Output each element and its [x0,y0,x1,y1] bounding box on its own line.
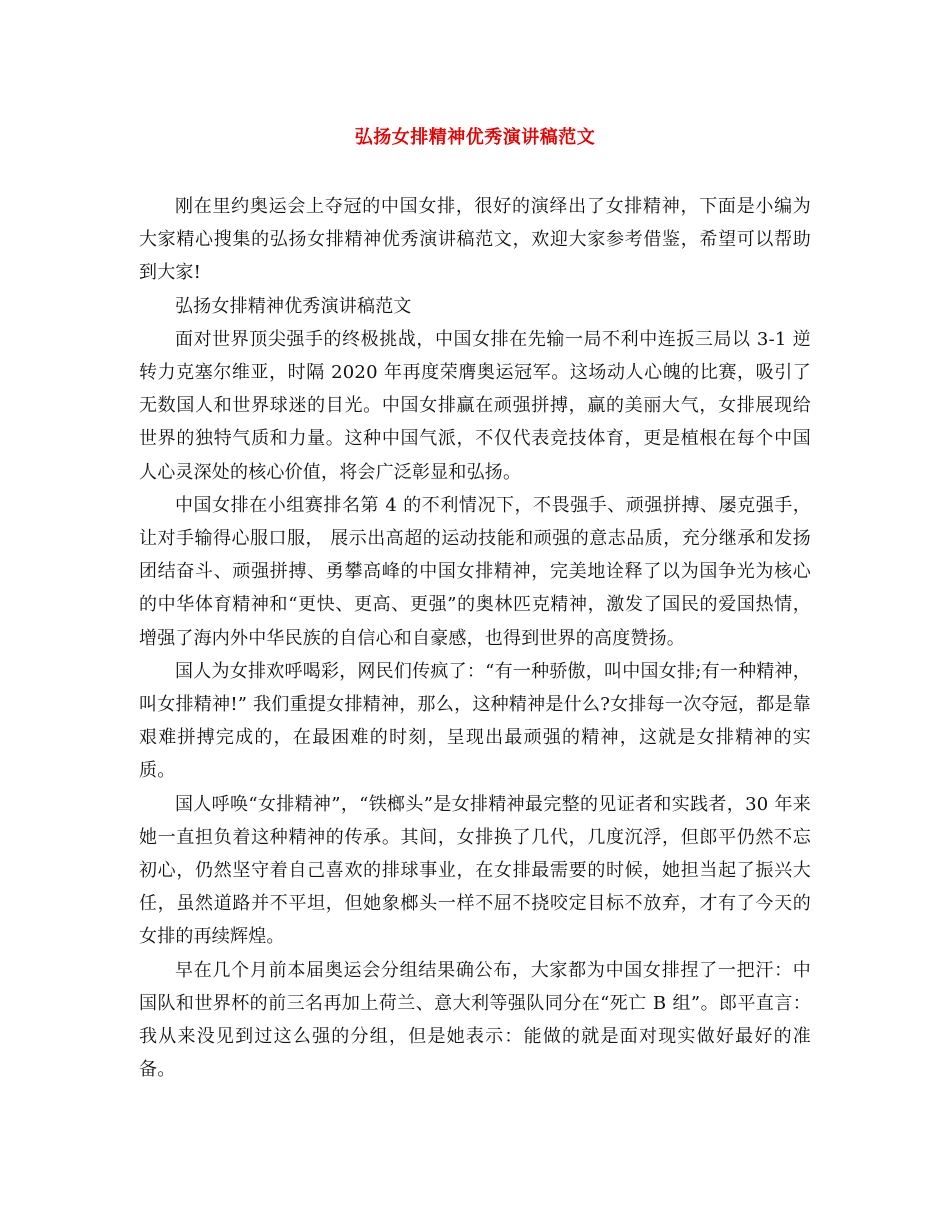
paragraph-intro: 刚在里约奥运会上夺冠的中国女排，很好的演绎出了女排精神，下面是小编为大家精心搜集的弘扬女排精神优秀演讲稿范文，欢迎大家参考借鉴，希望可以帮助到大家! [139,196,811,284]
paragraph: 中国女排在小组赛排名第 4 的不利情况下，不畏强手、顽强拼搏、屡克强手，让对手输得心服口服， 展示出高超的运动技能和顽强的意志品质，充分继承和发扬团结奋斗、顽强拼搏、勇攀高峰的中国女排精神，完美地诠释了以为国争光为核心的中华体育精神和“更快、更高、更强”的奥林匹克精神，激发了国民的爱国热情，增强了海内外中华民族的自信心和自豪感，也得到世界的高度赞扬。 [139,494,811,649]
paragraph: 国人呼唤“女排精神”，“铁榔头”是女排精神最完整的见证者和实践者，30 年来她一直担负着这种精神的传承。其间，女排换了几代，几度沉浮，但郎平仍然不忘初心，仍然坚守着自己喜欢的排球事业，在女排最需要的时候，她担当起了振兴大任，虽然道路并不平坦，但她象榔头一样不屈不挠咬定目标不放弃，才有了今天的女排的再续辉煌。 [139,793,811,948]
paragraph: 早在几个月前本届奥运会分组结果确公布，大家都为中国女排捏了一把汗：中国队和世界杯的前三名再加上荷兰、意大利等强队同分在“死亡 B 组”。郎平直言：我从来没见到过这么强的分组，但是她表示：能做的就是面对现实做好最好的准备。 [139,959,811,1081]
document-body [139,190,811,1086]
paragraph: 面对世界顶尖强手的终极挑战，中国女排在先输一局不利中连扳三局以 3-1 逆转力克塞尔维亚，时隔 2020 年再度荣膺奥运冠军。这场动人心魄的比赛，吸引了无数国人和世界球迷的目光。中国女排赢在顽强拼搏，赢的美丽大气，女排展现给世界的独特气质和力量。这种中国气派，不仅代表竞技体育，更是植根在每个中国人心灵深处的核心价值，将会广泛彰显和弘扬。 [139,328,811,483]
document-title: 弘扬女排精神优秀演讲稿范文 [354,127,596,148]
paragraph: 国人为女排欢呼喝彩，网民们传疯了：“有一种骄傲，叫中国女排;有一种精神，叫女排精神!” 我们重提女排精神，那么，这种精神是什么?女排每一次夺冠，都是靠艰难拼搏完成的，在最困难的时刻，呈现出最顽强的精神，这就是女排精神的实质。 [139,660,811,782]
paragraph-subtitle: 弘扬女排精神优秀演讲稿范文 [175,295,412,317]
